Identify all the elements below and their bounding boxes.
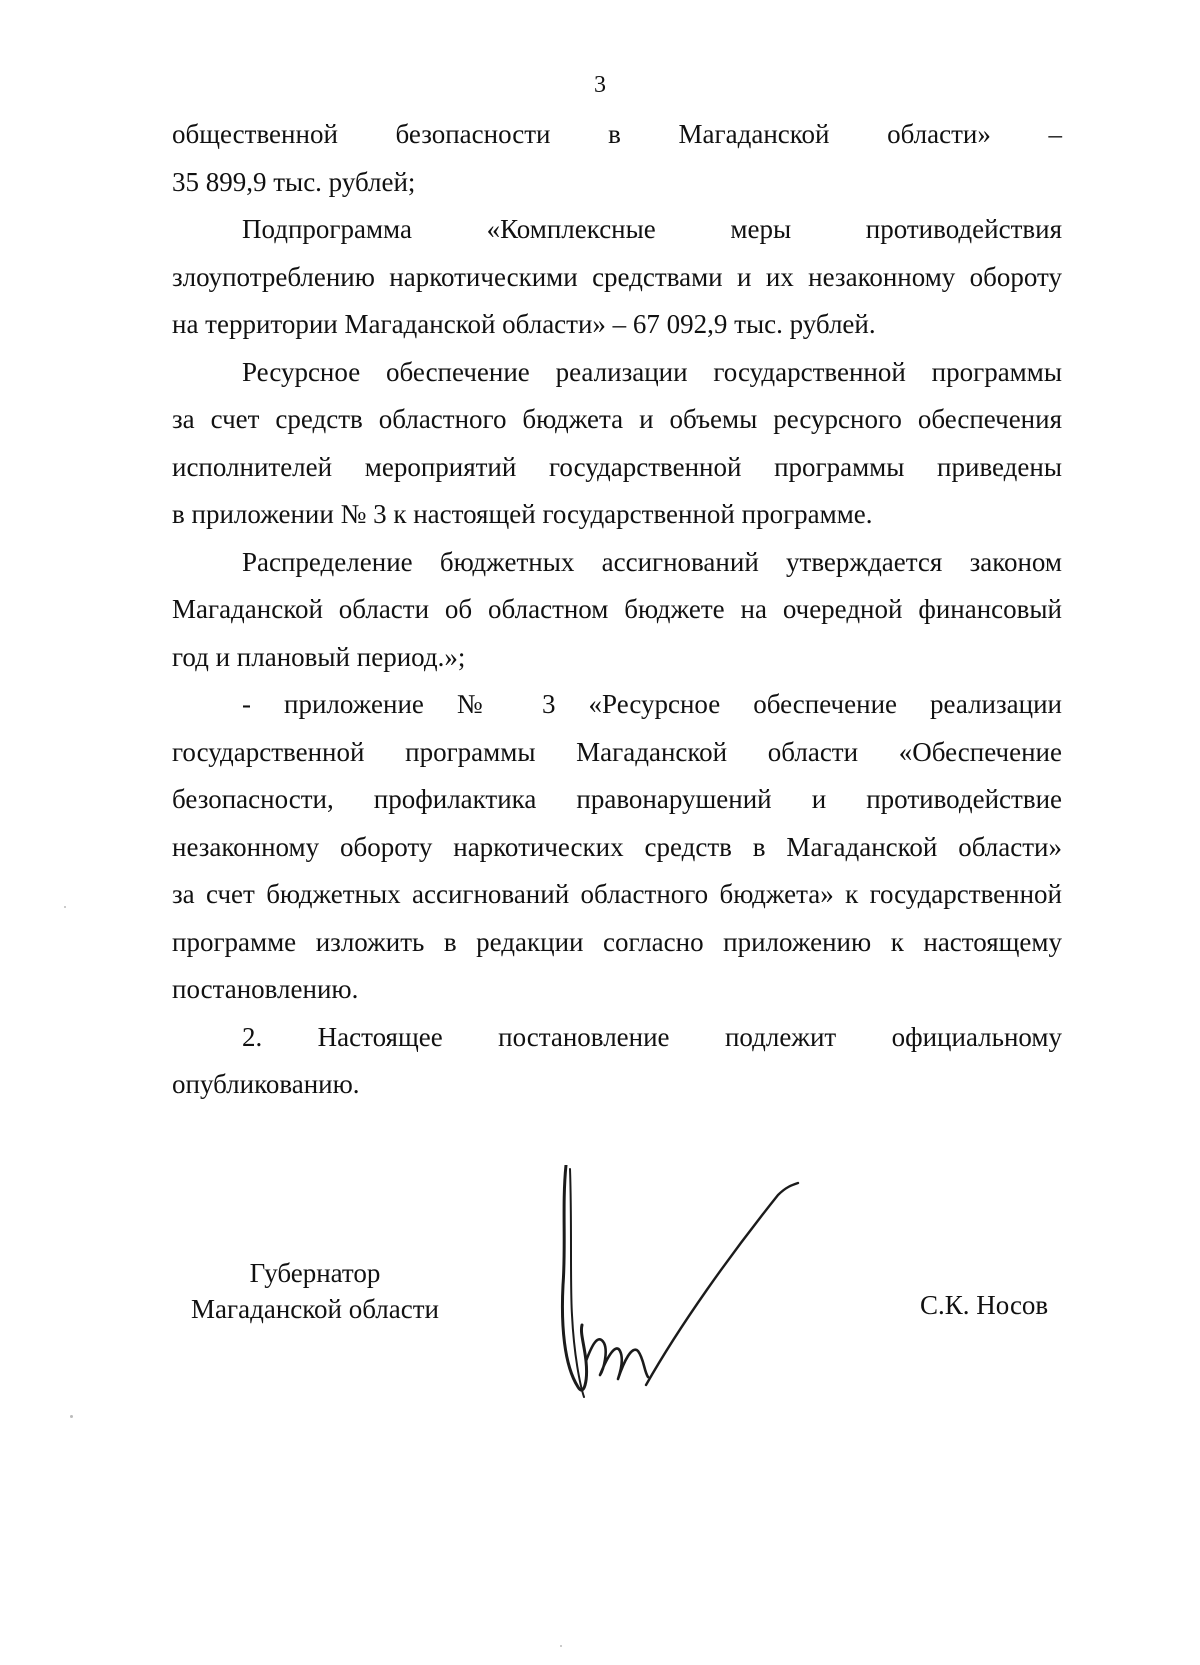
text-line: незаконному обороту наркотических средств в Магаданской области»: [172, 831, 1062, 862]
paragraph-appendix-3: [172, 681, 1062, 1014]
paragraph-resource-provision: [172, 349, 1062, 539]
page-number: 3: [594, 72, 606, 98]
paragraph-budget-allocation: [172, 539, 1062, 682]
signatory-title-line1: Губернатор: [249, 1258, 381, 1288]
text-line: 35 899,9 тыс. рублей;: [172, 166, 416, 197]
handwritten-signature: [560, 1165, 820, 1405]
paragraph-subprogram-safety: [172, 111, 1062, 206]
document-body: [172, 111, 1062, 1109]
text-line: на территории Магаданской области» – 67 092,9 тыс. рублей.: [172, 309, 876, 339]
signatory-title: [180, 1255, 450, 1327]
scan-speck: [560, 1645, 562, 1647]
text-line: за счет бюджетных ассигнований областного бюджета» к государственной: [172, 879, 1062, 909]
text-line: Ресурсное обеспечение реализации государственной программы: [242, 356, 1062, 387]
paragraph-subprogram-narcotics: [172, 206, 1062, 349]
scan-speck: [70, 1415, 73, 1418]
text-line: за счет средств областного бюджета и объемы ресурсного обеспечения: [172, 404, 1062, 434]
text-line: постановлению.: [172, 974, 359, 1004]
text-line: безопасности, профилактика правонарушений и противодействие: [172, 784, 1062, 814]
text-line: общественной безопасности в Магаданской области» –: [172, 119, 1062, 149]
signatory-name: С.К. Носов: [920, 1290, 1049, 1320]
text-line: - приложение № 3 «Ресурсное обеспечение реализации: [242, 689, 1062, 719]
text-line: опубликованию.: [172, 1069, 360, 1099]
text-line: Подпрограмма «Комплексные меры противодействия: [242, 214, 1062, 244]
text-line: исполнителей мероприятий государственной программы приведены: [172, 451, 1062, 482]
text-line: Распределение бюджетных ассигнований утверждается законом: [242, 546, 1062, 577]
text-line: злоупотреблению наркотическими средствами и их незаконному обороту: [172, 261, 1062, 292]
scan-speck: [64, 906, 66, 908]
paragraph-publication: [172, 1014, 1062, 1109]
text-line: год и плановый период.»;: [172, 641, 466, 672]
text-line: Магаданской области об областном бюджете на очередной финансовый: [172, 594, 1062, 624]
text-line: в приложении № 3 к настоящей государственной программе.: [172, 499, 873, 529]
text-line: программе изложить в редакции согласно приложению к настоящему: [172, 926, 1062, 957]
text-line: 2. Настоящее постановление подлежит официальному: [242, 1021, 1062, 1052]
signatory-title-line2: Магаданской области: [191, 1294, 439, 1324]
text-line: государственной программы Магаданской области «Обеспечение: [172, 736, 1062, 767]
